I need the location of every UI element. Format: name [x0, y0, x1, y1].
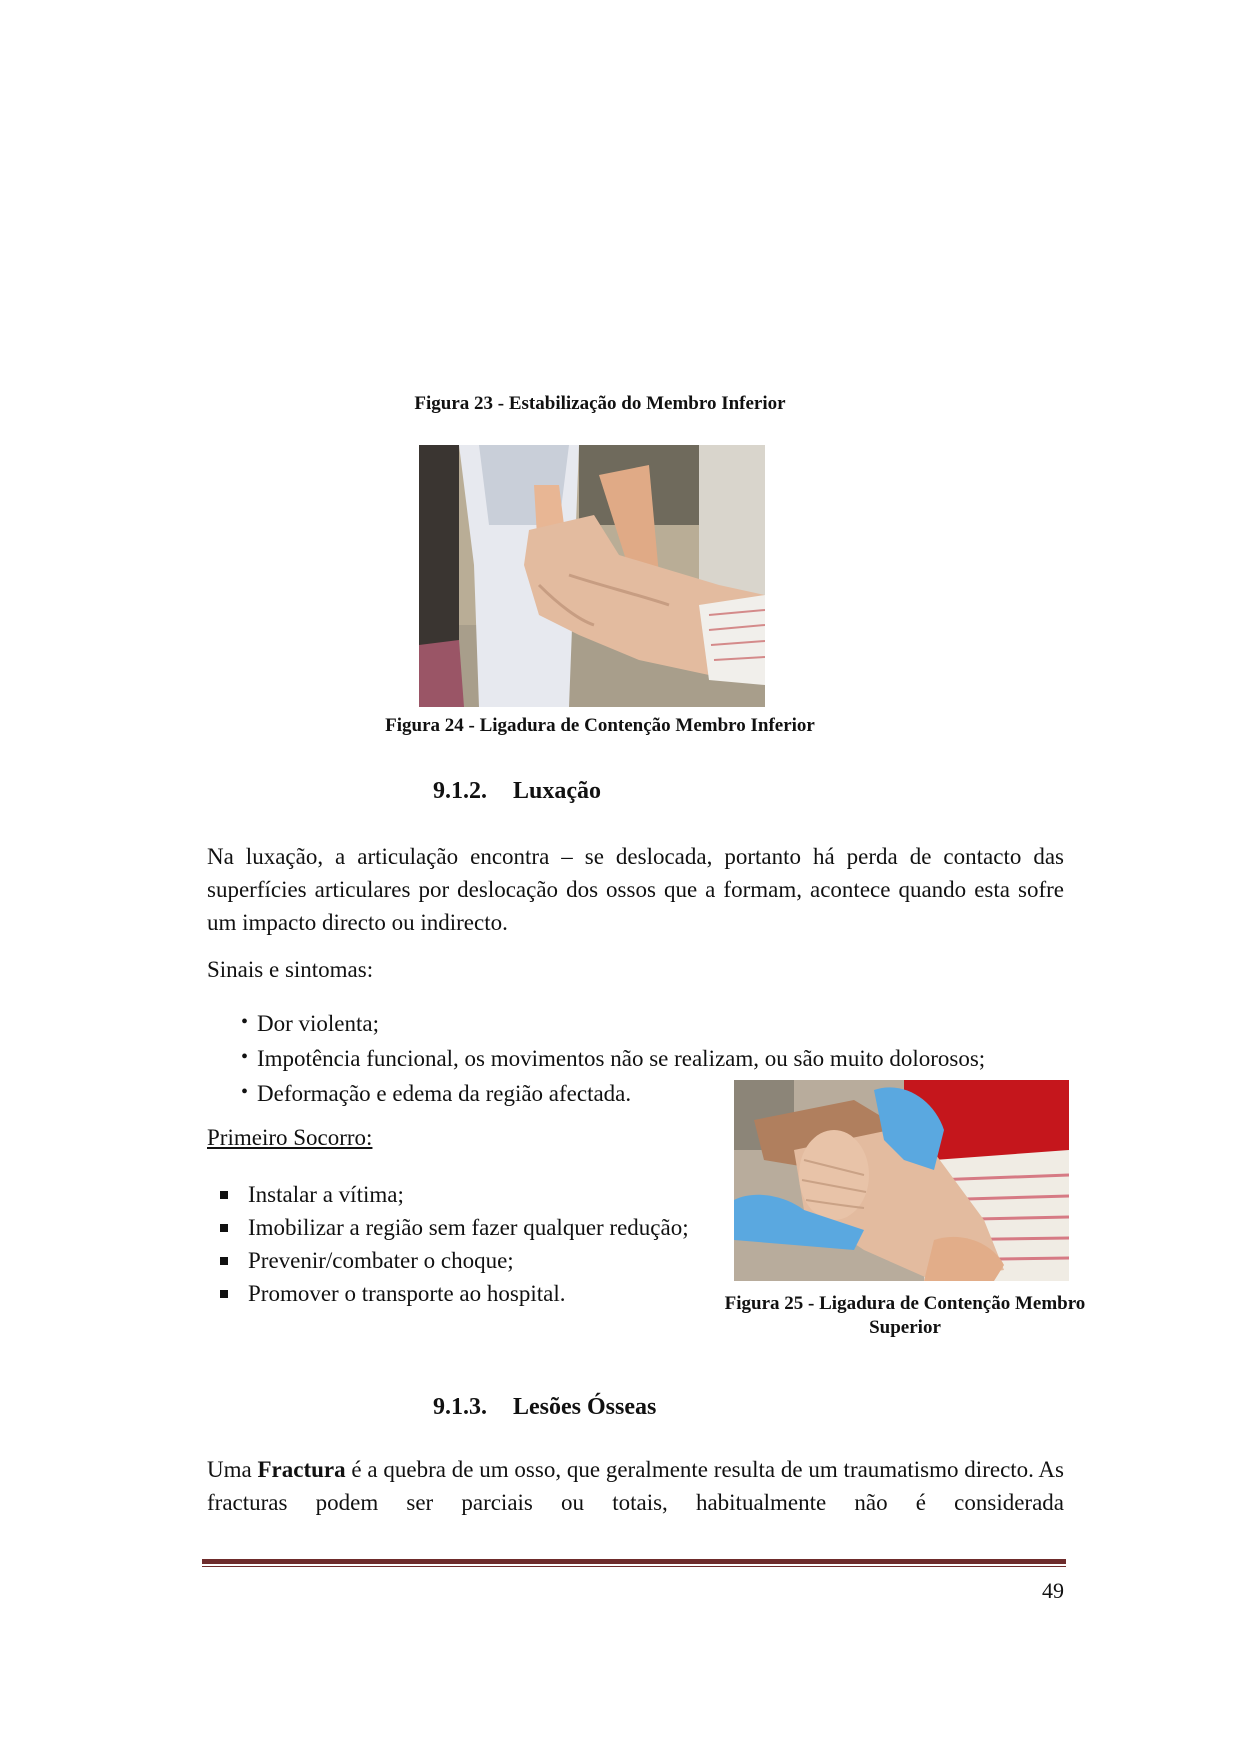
bullet-icon: • [241, 1046, 249, 1068]
square-bullet-icon [220, 1191, 228, 1199]
bandaged-arm-illustration [734, 1080, 1069, 1281]
section-title: Lesões Ósseas [513, 1394, 657, 1420]
section-heading-luxacao [433, 778, 833, 805]
square-bullet-icon [220, 1257, 228, 1265]
page-number: 49 [1042, 1578, 1064, 1603]
list-item: Promover o transporte ao hospital. [208, 1277, 708, 1310]
section-heading-lesoes-osseas [433, 1394, 833, 1421]
bullet-icon: • [241, 1081, 249, 1103]
list-item: • Impotência funcional, os movimentos não se realizam, ou são muito dolorosos; [239, 1041, 1079, 1076]
figure-25-caption: Figura 25 - Ligadura de Contenção Membro Superior [724, 1293, 1086, 1338]
signs-label: Sinais e sintomas: [207, 957, 374, 982]
bandaged-leg-illustration [419, 445, 765, 707]
list-item: • Dor violenta; [239, 1006, 1079, 1041]
figure-24-caption: Figura 24 - Ligadura de Contenção Membro Inferior [385, 715, 815, 736]
square-bullet-icon [220, 1224, 228, 1232]
list-item: • Deformação e edema da região afectada. [239, 1076, 1079, 1111]
square-bullet-icon [220, 1290, 228, 1298]
section-number: 9.1.3. [433, 1394, 487, 1420]
luxacao-paragraph: Na luxação, a articulação encontra – se deslocada, portanto há perda de contacto das superfícies articulares por deslocação dos ossos que a formam, acontece quando esta sofre um impacto directo ou indirecto. [207, 844, 1064, 935]
section-number: 9.1.2. [433, 778, 487, 804]
bullet-icon: • [241, 1011, 249, 1033]
fractura-paragraph: Uma Fractura é a quebra de um osso, que geralmente resulta de um traumatismo directo. As fracturas podem ser parciais ou totais, habitualmente não é considerada [207, 1457, 1064, 1515]
list-item: Instalar a vítima; [208, 1178, 708, 1211]
footer-rule-thin [202, 1566, 1066, 1567]
list-item: Prevenir/combater o choque; [208, 1244, 708, 1277]
first-aid-list [208, 1178, 708, 1310]
figure-23-caption: Figura 23 - Estabilização do Membro Inferior [414, 393, 786, 414]
figure-24-photo [419, 445, 765, 707]
figure-25-photo [734, 1080, 1069, 1281]
list-item: Imobilizar a região sem fazer qualquer redução; [208, 1211, 708, 1244]
first-aid-label: Primeiro Socorro: [207, 1125, 373, 1150]
fractura-term: Fractura [257, 1457, 346, 1482]
section-title: Luxação [513, 778, 602, 804]
footer-rule [202, 1559, 1066, 1564]
